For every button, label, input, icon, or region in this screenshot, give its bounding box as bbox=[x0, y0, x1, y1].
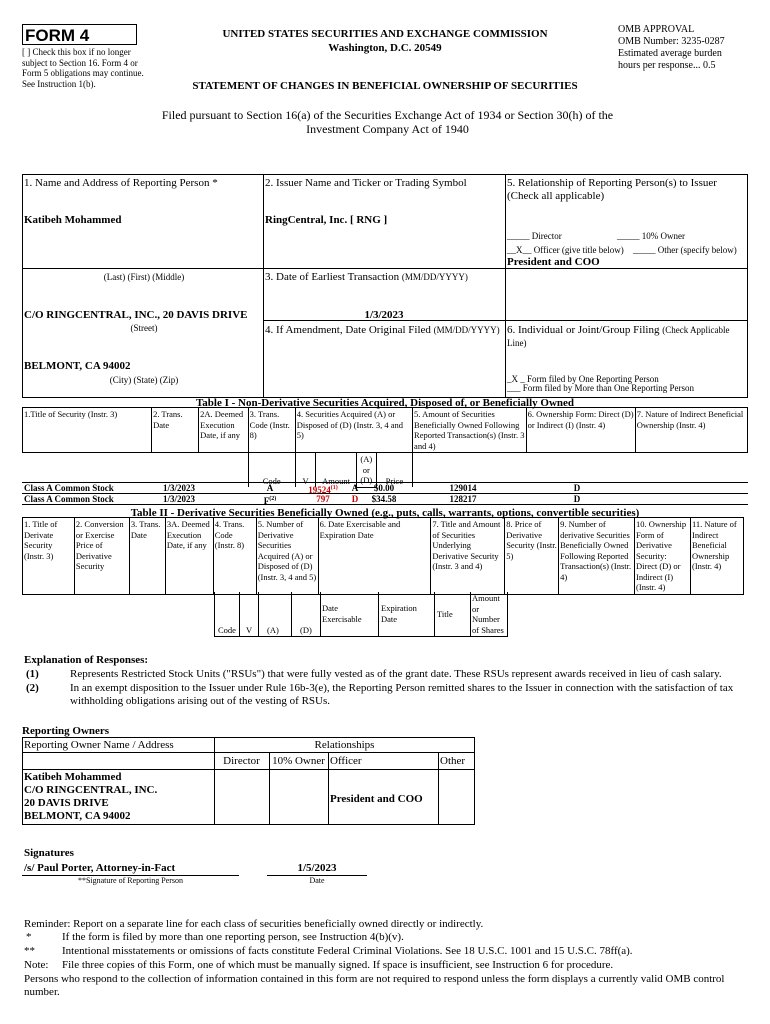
explanation-text-1: Represents Restricted Stock Units ("RSUs") that were fully vested as of the grant date. These RSUs represent awards received in lieu of cash salary. bbox=[70, 668, 722, 680]
ten-pct-header: 10% Owner bbox=[272, 755, 325, 767]
relationships-header: Relationships bbox=[314, 739, 375, 751]
explanation-num-1: (1) bbox=[26, 668, 39, 680]
no-longer-subject-checkbox-text: [ ] Check this box if no longer subject to Section 16. Form 4 or Form 5 obligations may continue. See Instruction 1(b). bbox=[22, 47, 144, 89]
t1-row1-form: D bbox=[573, 483, 581, 493]
table1 bbox=[22, 407, 748, 488]
t2-h10: 10. Ownership Form of Derivative Security: Direct (D) or Indirect (I) (Instr. 4) bbox=[635, 518, 691, 595]
more-person-filing: ___ Form filed by More than One Reporting Person bbox=[507, 383, 694, 393]
omb-approval: OMB APPROVAL OMB Number: 3235-0287 Estimated average burden hours per response... 0.5 bbox=[618, 24, 725, 71]
name-caption: (Last) (First) (Middle) bbox=[103, 272, 185, 282]
t1-row2-aord: D bbox=[351, 494, 359, 504]
city-caption: (City) (State) (Zip) bbox=[109, 375, 179, 385]
t1-row1-owned: 129014 bbox=[449, 483, 477, 493]
t1-h3: 3. Trans. Code (Instr. 8) bbox=[248, 408, 295, 453]
t1-h5: 5. Amount of Securities Beneficially Owned Following Reported Transaction(s) (Instr. 3 and 4) bbox=[414, 409, 525, 451]
t2-h8: 8. Price of Derivative Security (Instr. 5) bbox=[505, 518, 559, 595]
explanation-text-2: In an exempt disposition to the Issuer under Rule 16b-3(e), the Reporting Person remitted shares to the Issuer in connection with the satisfaction of tax withholding obligations arising out of the vesting of RSUs. bbox=[70, 682, 734, 707]
t2-h2: 2. Conversion or Exercise Price of Derivative Security bbox=[74, 518, 129, 595]
t2-d-header: (D) bbox=[300, 625, 312, 635]
other-header: Other bbox=[440, 755, 466, 767]
t2-h6: 6. Date Exercisable and Expiration Date bbox=[318, 518, 431, 595]
t2-a-header: (A) bbox=[267, 625, 279, 635]
street-caption: (Street) bbox=[130, 323, 158, 333]
reminder-text: Reminder: Report on a separate line for each class of securities beneficially owned directly or indirectly. bbox=[24, 918, 484, 930]
reporting-person-street: C/O RINGCENTRAL, INC., 20 DAVIS DRIVE bbox=[24, 309, 248, 321]
t1-h2a: 2A. Deemed Execution Date, if any bbox=[199, 408, 249, 453]
t2-h4: 4. Trans. Code (Instr. 8) bbox=[213, 518, 256, 595]
one-person-filing: _X _ Form filed by One Reporting Person bbox=[507, 374, 659, 384]
officer-header: Officer bbox=[330, 755, 362, 767]
footnote-star1: If the form is filed by more than one reporting person, see Instruction 4(b)(v). bbox=[62, 931, 404, 943]
joint-filing-label: 6. Individual or Joint/Group Filing (Check Applicable Line) bbox=[507, 324, 730, 348]
director-header: Director bbox=[223, 755, 260, 767]
reporting-info-grid bbox=[22, 174, 748, 398]
explanation-title: Explanation of Responses: bbox=[24, 654, 149, 666]
t1-row1-price: $0.00 bbox=[373, 483, 395, 493]
t1-h7: 7. Nature of Indirect Beneficial Ownership (Instr. 4) bbox=[635, 408, 747, 453]
issuer-value: RingCentral, Inc. [ RNG ] bbox=[265, 214, 388, 226]
footnote-star2-mark: ** bbox=[24, 945, 35, 957]
t1-row2-code: $F^{(2)}$ bbox=[263, 496, 277, 506]
t1-row2-date: 1/3/2023 bbox=[162, 494, 195, 504]
t1-code-header: Code bbox=[248, 453, 295, 488]
reporting-person-city: BELMONT, CA 94002 bbox=[24, 360, 131, 372]
reporting-owners-title: Reporting Owners bbox=[22, 725, 110, 737]
reporting-person-name: Katibeh Mohammed bbox=[24, 214, 122, 226]
signer-caption: **Signature of Reporting Person bbox=[77, 876, 184, 885]
t1-row1-aord: A bbox=[351, 483, 359, 493]
owner-address: Katibeh Mohammed C/O RINGCENTRAL, INC. 20 DAVIS DRIVE BELMONT, CA 94002 bbox=[24, 771, 158, 822]
t1-amount-header: Amount bbox=[316, 453, 357, 488]
relationship-director: _____ Director bbox=[507, 231, 562, 241]
amendment-label: 4. If Amendment, Date Original Filed (MM/DD/YYYY) bbox=[265, 324, 500, 336]
signature-date: 1/5/2023 bbox=[297, 862, 337, 874]
earliest-transaction: 3. Date of Earliest Transaction (MM/DD/YYYY) bbox=[265, 271, 468, 283]
t1-row1-date: 1/3/2023 bbox=[162, 483, 195, 493]
t1-row1-code: A bbox=[266, 483, 274, 493]
footnote-star1-mark: * bbox=[26, 931, 32, 943]
owner-name-header: Reporting Owner Name / Address bbox=[24, 739, 174, 751]
t1-row1-amount: 19524$^{(1)}$ bbox=[308, 485, 338, 495]
t1-aord-header: (A) or (D) bbox=[356, 453, 376, 488]
t2-h5: 5. Number of Derivative Securities Acquired (A) or Disposed of (D) (Instr. 3, 4 and 5) bbox=[256, 518, 318, 595]
t1-price-header: Price bbox=[376, 453, 412, 488]
t1-h4: 4. Securities Acquired (A) or Disposed of (D) (Instr. 3, 4 and 5) bbox=[295, 408, 412, 453]
t1-h2: 2. Trans. Date bbox=[152, 408, 199, 453]
t2-amount-header: Amount or Number of Shares bbox=[472, 593, 504, 635]
t2-h9: 9. Number of derivative Securities Beneficially Owned Following Reported Transaction(s) (Instr. 4) bbox=[559, 518, 635, 595]
explanation-num-2: (2) bbox=[26, 682, 39, 694]
t1-row1-security: Class A Common Stock bbox=[24, 483, 114, 493]
statement-title: STATEMENT OF CHANGES IN BENEFICIAL OWNERSHIP OF SECURITIES bbox=[192, 80, 578, 92]
agency-name: UNITED STATES SECURITIES AND EXCHANGE COMMISSION bbox=[222, 28, 548, 40]
form-title-box bbox=[22, 24, 137, 45]
t1-h1: 1.Title of Security (Instr. 3) bbox=[23, 408, 152, 453]
note-text: File three copies of this Form, one of which must be manually signed. If space is insufficient, see Instruction 6 for procedure. bbox=[62, 959, 614, 971]
t2-h3a: 3A. Deemed Execution Date, if any bbox=[165, 518, 213, 595]
t2-h1: 1. Title of Derivate Security (Instr. 3) bbox=[23, 518, 75, 595]
agency-location: Washington, D.C. 20549 bbox=[328, 42, 442, 54]
t1-row2-amount: 797 bbox=[316, 494, 330, 504]
form-title: FORM 4 bbox=[25, 26, 90, 45]
t1-v-header: V bbox=[295, 453, 316, 488]
t2-h7: 7. Title and Amount of Securities Underlying Derivative Security (Instr. 3 and 4) bbox=[431, 518, 505, 595]
owner-officer-value: President and COO bbox=[330, 793, 423, 805]
persons-text: Persons who respond to the collection of information contained in this form are not required to respond unless the form displays a currently valid OMB control number. bbox=[24, 973, 725, 998]
t1-row2-form: D bbox=[573, 494, 581, 504]
note-mark: Note: bbox=[24, 959, 49, 971]
t2-date-ex-header: Date Exercisable bbox=[322, 603, 362, 624]
t2-exp-header: Expiration Date bbox=[381, 603, 417, 624]
table2-title: Table II - Derivative Securities Beneficially Owned (e.g., puts, calls, warrants, options, convertible securities) bbox=[130, 507, 640, 519]
t1-row2-owned: 128217 bbox=[449, 494, 477, 504]
t2-title-header: Title bbox=[437, 609, 453, 619]
relationship-ten-pct: _____ 10% Owner bbox=[617, 231, 685, 241]
t1-row2-price: $34.58 bbox=[371, 494, 397, 504]
footnote-star2: Intentional misstatements or omissions of facts constitute Federal Criminal Violations. See 18 U.S.C. 1001 and 15 U.S.C. 78ff(a). bbox=[62, 945, 633, 957]
relationship-officer: __X__ Officer (give title below) bbox=[507, 245, 624, 255]
signer-name: /s/ Paul Porter, Attorney-in-Fact bbox=[24, 862, 176, 874]
t2-h3: 3. Trans. Date bbox=[129, 518, 165, 595]
earliest-transaction-value: 1/3/2023 bbox=[364, 309, 404, 321]
t2-v-header: V bbox=[246, 625, 253, 635]
issuer-label: 2. Issuer Name and Ticker or Trading Symbol bbox=[265, 177, 467, 189]
filed-pursuant-text: Filed pursuant to Section 16(a) of the Securities Exchange Act of 1934 or Section 30(h) of the Investment Company Act of 1940 bbox=[161, 108, 614, 136]
t2-h11: 11. Nature of Indirect Beneficial Ownership (Instr. 4) bbox=[690, 518, 743, 595]
officer-title: President and COO bbox=[507, 256, 600, 268]
relationship-label: 5. Relationship of Reporting Person(s) to Issuer (Check all applicable) bbox=[507, 177, 717, 202]
t1-h6: 6. Ownership Form: Direct (D) or Indirect (I) (Instr. 4) bbox=[526, 408, 635, 453]
t1-row2-security: Class A Common Stock bbox=[24, 494, 114, 504]
reporting-person-label: 1. Name and Address of Reporting Person * bbox=[24, 177, 218, 189]
signature-date-caption: Date bbox=[309, 876, 325, 885]
relationship-other: _____ Other (specify below) bbox=[633, 245, 737, 255]
table1-title: Table I - Non-Derivative Securities Acquired, Disposed of, or Beneficially Owned bbox=[195, 397, 575, 409]
table2 bbox=[22, 517, 744, 595]
signatures-title: Signatures bbox=[24, 847, 74, 859]
t2-code-header: Code bbox=[218, 625, 236, 635]
